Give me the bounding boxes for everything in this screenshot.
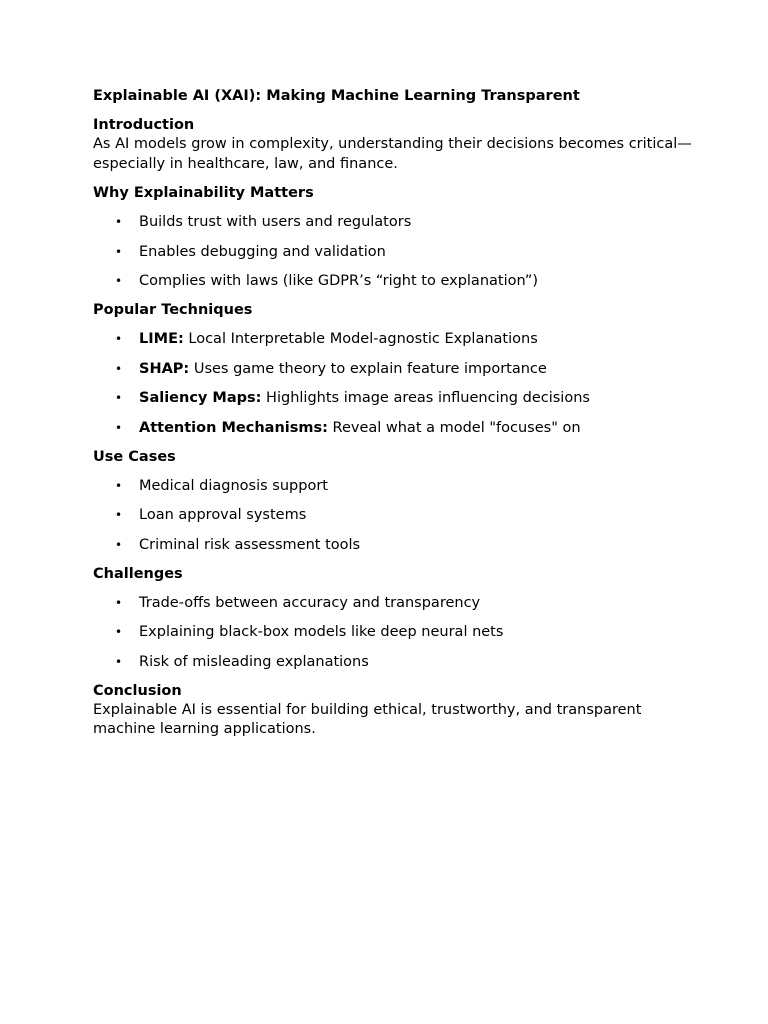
list-item-text: Complies with laws (like GDPR’s “right to explanation”) <box>139 273 539 289</box>
bullet-list <box>93 476 693 555</box>
technique-description: Uses game theory to explain feature importance <box>189 360 547 377</box>
section-paragraph: As AI models grow in complexity, understanding their decisions becomes critical—especially in healthcare, law, and finance. <box>93 136 692 172</box>
bullet-icon: • <box>115 361 123 376</box>
bullet-icon: • <box>115 391 123 405</box>
section-introduction <box>93 115 693 174</box>
list-item-text: Risk of misleading explanations <box>139 653 369 670</box>
bullet-icon: • <box>115 332 123 346</box>
technique-description: Local Interpretable Model-agnostic Explanations <box>183 331 538 347</box>
technique-term: Saliency Maps: <box>139 390 262 406</box>
list-item <box>93 242 693 262</box>
bullet-icon: • <box>115 244 123 259</box>
section-heading: Conclusion <box>93 682 182 699</box>
bullet-icon: • <box>115 478 123 493</box>
section-heading: Use Cases <box>93 448 176 465</box>
list-item-text: Explaining black-box models like deep neural nets <box>139 624 504 640</box>
list-item <box>93 271 693 291</box>
list-item <box>93 593 693 613</box>
list-item-text: Medical diagnosis support <box>139 477 328 494</box>
section-heading: Challenges <box>93 565 183 582</box>
bullet-icon: • <box>115 274 123 288</box>
list-item <box>93 418 693 438</box>
section-use-cases <box>93 447 693 555</box>
section-popular-techniques <box>93 300 693 438</box>
bullet-icon: • <box>115 595 123 610</box>
section-why-explainability <box>93 183 693 291</box>
list-item <box>93 359 693 379</box>
technique-description: Reveal what a model "focuses" on <box>327 419 581 436</box>
document-title: Explainable AI (XAI): Making Machine Learning Transparent <box>93 88 580 104</box>
list-item <box>93 622 693 642</box>
technique-description: Highlights image areas influencing decisions <box>261 390 590 406</box>
list-item <box>93 505 693 525</box>
section-paragraph: Explainable AI is essential for building ethical, trustworthy, and transparent machine learning applications. <box>93 701 642 737</box>
technique-term: SHAP: <box>139 360 190 377</box>
bullet-list <box>93 329 693 438</box>
bullet-icon: • <box>115 654 123 669</box>
list-item-text: Loan approval systems <box>139 507 307 523</box>
section-heading: Popular Techniques <box>93 302 253 318</box>
list-item <box>93 388 693 408</box>
section-challenges <box>93 564 693 672</box>
list-item <box>93 476 693 496</box>
technique-term: Attention Mechanisms: <box>139 419 328 436</box>
bullet-icon: • <box>115 625 123 639</box>
list-item <box>93 329 693 349</box>
list-item-text: Trade-offs between accuracy and transparency <box>139 594 481 611</box>
bullet-icon: • <box>115 508 123 522</box>
list-item-text: Builds trust with users and regulators <box>139 214 412 230</box>
bullet-icon: • <box>115 420 123 435</box>
section-heading: Why Explainability Matters <box>93 185 314 201</box>
section-heading: Introduction <box>93 117 195 133</box>
bullet-icon: • <box>115 537 123 552</box>
list-item <box>93 652 693 672</box>
list-item-text: Criminal risk assessment tools <box>139 536 361 553</box>
bullet-icon: • <box>115 215 123 229</box>
document-page <box>93 86 693 749</box>
list-item-text: Enables debugging and validation <box>139 243 386 260</box>
bullet-list <box>93 593 693 672</box>
list-item <box>93 212 693 232</box>
technique-term: LIME: <box>139 331 184 347</box>
bullet-list <box>93 212 693 291</box>
list-item <box>93 535 693 555</box>
section-conclusion <box>93 681 693 740</box>
